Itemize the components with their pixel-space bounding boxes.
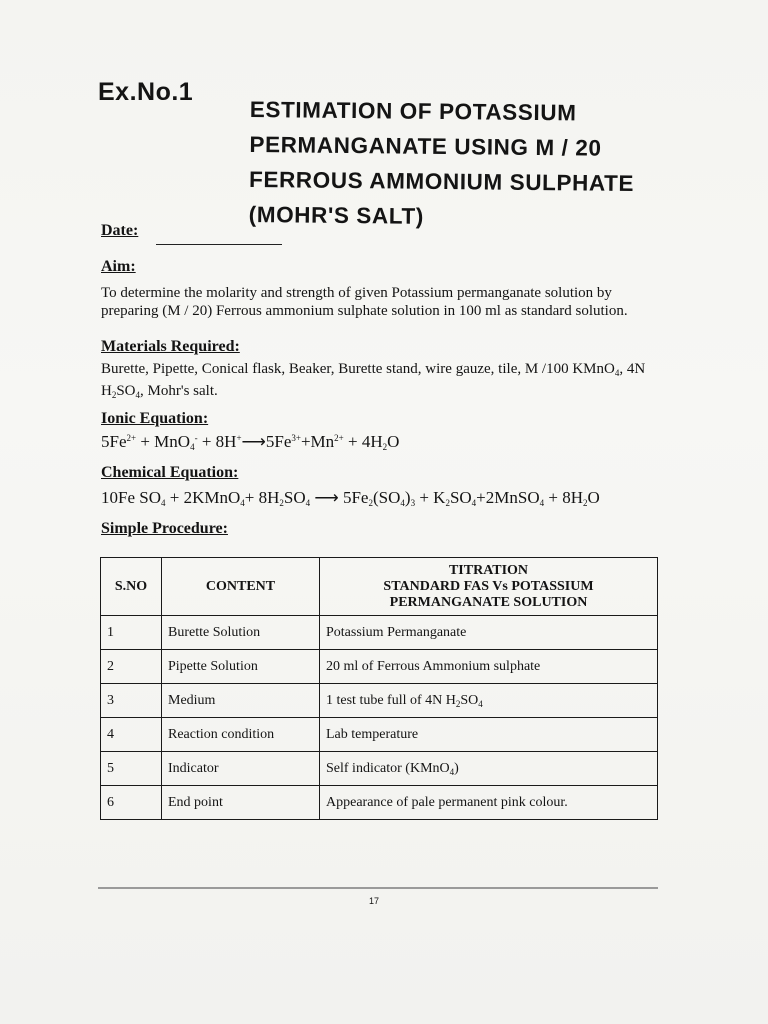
chemical-equation: 10Fe $SO_4$ + 2KMnO$_4$+ $8H_2SO_4$ ⟶ $5Fe_2(SO_4)_3$ + $K_2SO_4+2MnSO_4 + 8H_2O$	[101, 488, 600, 508]
header-titration	[320, 558, 658, 616]
date-label: Date:	[101, 222, 139, 239]
title-line: (MOHR'S SALT)	[248, 201, 425, 229]
cell-content: Indicator	[162, 752, 320, 786]
chemical-equation-heading: Chemical Equation:	[101, 464, 239, 481]
materials-text-part: , Mohr's salt.	[140, 383, 218, 399]
cell-content: Medium	[162, 684, 320, 718]
cell-content: End point	[162, 786, 320, 820]
cell-content: Pipette Solution	[162, 650, 320, 684]
table-row	[101, 650, 658, 684]
cell-content: Burette Solution	[162, 616, 320, 650]
title-line: ESTIMATION OF POTASSIUM	[249, 96, 577, 126]
cell-value-part: 1 test tube full of 4N H	[326, 692, 456, 708]
materials-text-part: , 4N	[619, 361, 646, 377]
cell-value-part: SO	[460, 692, 479, 708]
experiment-title	[249, 92, 680, 236]
materials-text	[101, 360, 667, 404]
cell-value: Lab temperature	[320, 718, 658, 752]
subscript: 2	[111, 390, 117, 400]
cell-sno: 4	[101, 718, 162, 752]
cell-sno: 2	[101, 650, 162, 684]
materials-text-part: SO	[116, 383, 136, 399]
table-row	[101, 752, 658, 786]
aim-text	[101, 284, 667, 320]
cell-sno: 1	[101, 616, 162, 650]
procedure-table	[100, 557, 658, 820]
aim-heading: Aim:	[101, 258, 136, 275]
cell-sno: 3	[101, 684, 162, 718]
header-content: CONTENT	[162, 558, 320, 616]
ionic-equation: $5Fe^{2+} + MnO_4^-$ + $8H^+⟶5Fe^{3+}+Mn^{2+} + 4H_2O$	[101, 432, 400, 452]
cell-content: Reaction condition	[162, 718, 320, 752]
table-row	[101, 684, 658, 718]
cell-value	[320, 752, 658, 786]
subscript: 4	[449, 766, 455, 777]
aim-line: To determine the molarity and strength of given Potassium permanganate solution by	[101, 285, 612, 301]
title-line: FERROUS AMMONIUM SULPHATE	[248, 166, 635, 197]
title-line: PERMANGANATE USING M / 20	[249, 131, 602, 161]
cell-value: Potassium Permanganate	[320, 616, 658, 650]
subscript: 4	[614, 368, 620, 378]
subscript: 4	[478, 698, 483, 709]
materials-text-part: Burette, Pipette, Conical flask, Beaker, Burette stand, wire gauze, tile, M /100 KMnO	[101, 361, 615, 377]
header-line: STANDARD FAS Vs POTASSIUM	[383, 578, 594, 594]
header-line: PERMANGANATE SOLUTION	[389, 594, 588, 610]
materials-text-part: H	[101, 383, 112, 399]
materials-heading: Materials Required:	[101, 338, 240, 355]
cell-value: Appearance of pale permanent pink colour.	[320, 786, 658, 820]
cell-value	[320, 684, 658, 718]
table-row	[101, 616, 658, 650]
header-line: TITRATION	[448, 562, 529, 578]
cell-value-part: )	[454, 760, 459, 776]
cell-value-part: Self indicator (KMnO	[326, 760, 450, 776]
cell-sno: 6	[101, 786, 162, 820]
subscript: 4	[135, 390, 141, 400]
exercise-number: Ex.No.1	[98, 78, 194, 106]
subscript: 2	[455, 698, 461, 709]
footer-rule	[98, 887, 658, 889]
table-header-row	[101, 558, 658, 616]
cell-value: 20 ml of Ferrous Ammonium sulphate	[320, 650, 658, 684]
header-sno: S.NO	[101, 558, 162, 616]
procedure-heading: Simple Procedure:	[101, 520, 228, 537]
aim-line: preparing (M / 20) Ferrous ammonium sulphate solution in 100 ml as standard solution.	[101, 303, 628, 319]
date-blank-line	[156, 244, 282, 245]
cell-sno: 5	[101, 752, 162, 786]
page-number: 17	[369, 896, 380, 906]
table-row	[101, 718, 658, 752]
table-row	[101, 786, 658, 820]
ionic-equation-heading: Ionic Equation:	[101, 410, 209, 427]
